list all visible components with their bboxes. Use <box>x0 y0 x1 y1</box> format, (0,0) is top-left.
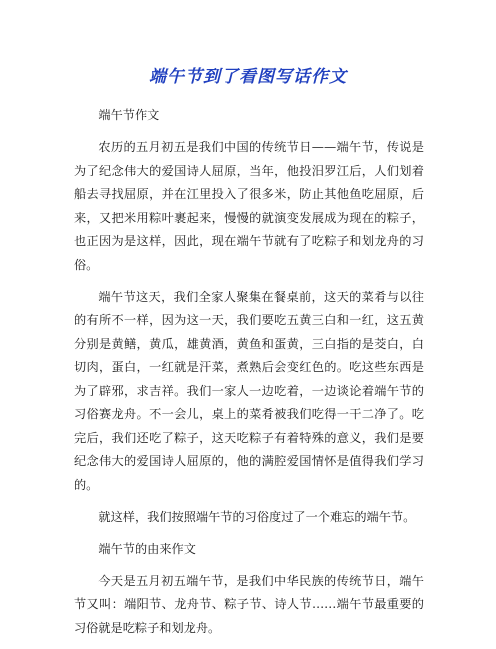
paragraph: 端午节这天，我们全家人聚集在餐桌前，这天的菜肴与以往的有所不一样，因为这一天，我们要吃五黄三白和一红，这五黄分别是黄鳝，黄瓜，雄黄酒，黄鱼和蛋黄，三白指的是茭白，白切肉，蛋白，一红就是汗菜，煮熟后会变红色的。吃这些东西是为了辟邪，求吉祥。我们一家人一边吃着，一边谈论着端午节的习俗赛龙舟。不一会儿，桌上的菜肴被我们吃得一干二净了。吃完后，我们还吃了粽子，这天吃粽子有着特殊的意义，我们是要纪念伟大的爱国诗人屈原的，他的满腔爱国情怀是值得我们学习的。 <box>74 289 424 492</box>
paragraph: 农历的五月初五是我们中国的传统节日——端午节，传说是为了纪念伟大的爱国诗人屈原，当年，他投汨罗江后，人们划着船去寻找屈原，并在江里投入了很多米，防止其他鱼吃屈原，后来，又把米用粽叶裹起来，慢慢的就演变发展成为现在的粽子，也正因为是这样，因此，现在端午节就有了吃粽子和划龙舟的习俗。 <box>74 140 424 272</box>
section-heading: 端午节作文 <box>98 108 160 122</box>
document-body <box>74 104 424 649</box>
section-heading: 端午节的由来作文 <box>98 541 196 556</box>
document-title: 端午节到了看图写话作文 <box>149 67 347 87</box>
paragraph: 今天是五月初五端午节，是我们中华民族的传统节日，端午节又叫：端阳节、龙舟节、粽子节、诗人节……端午节最重要的习俗就是吃粽子和划龙舟。 <box>74 573 424 635</box>
paragraph: 就这样，我们按照端午节的习俗度过了一个难忘的端午节。 <box>98 509 416 524</box>
